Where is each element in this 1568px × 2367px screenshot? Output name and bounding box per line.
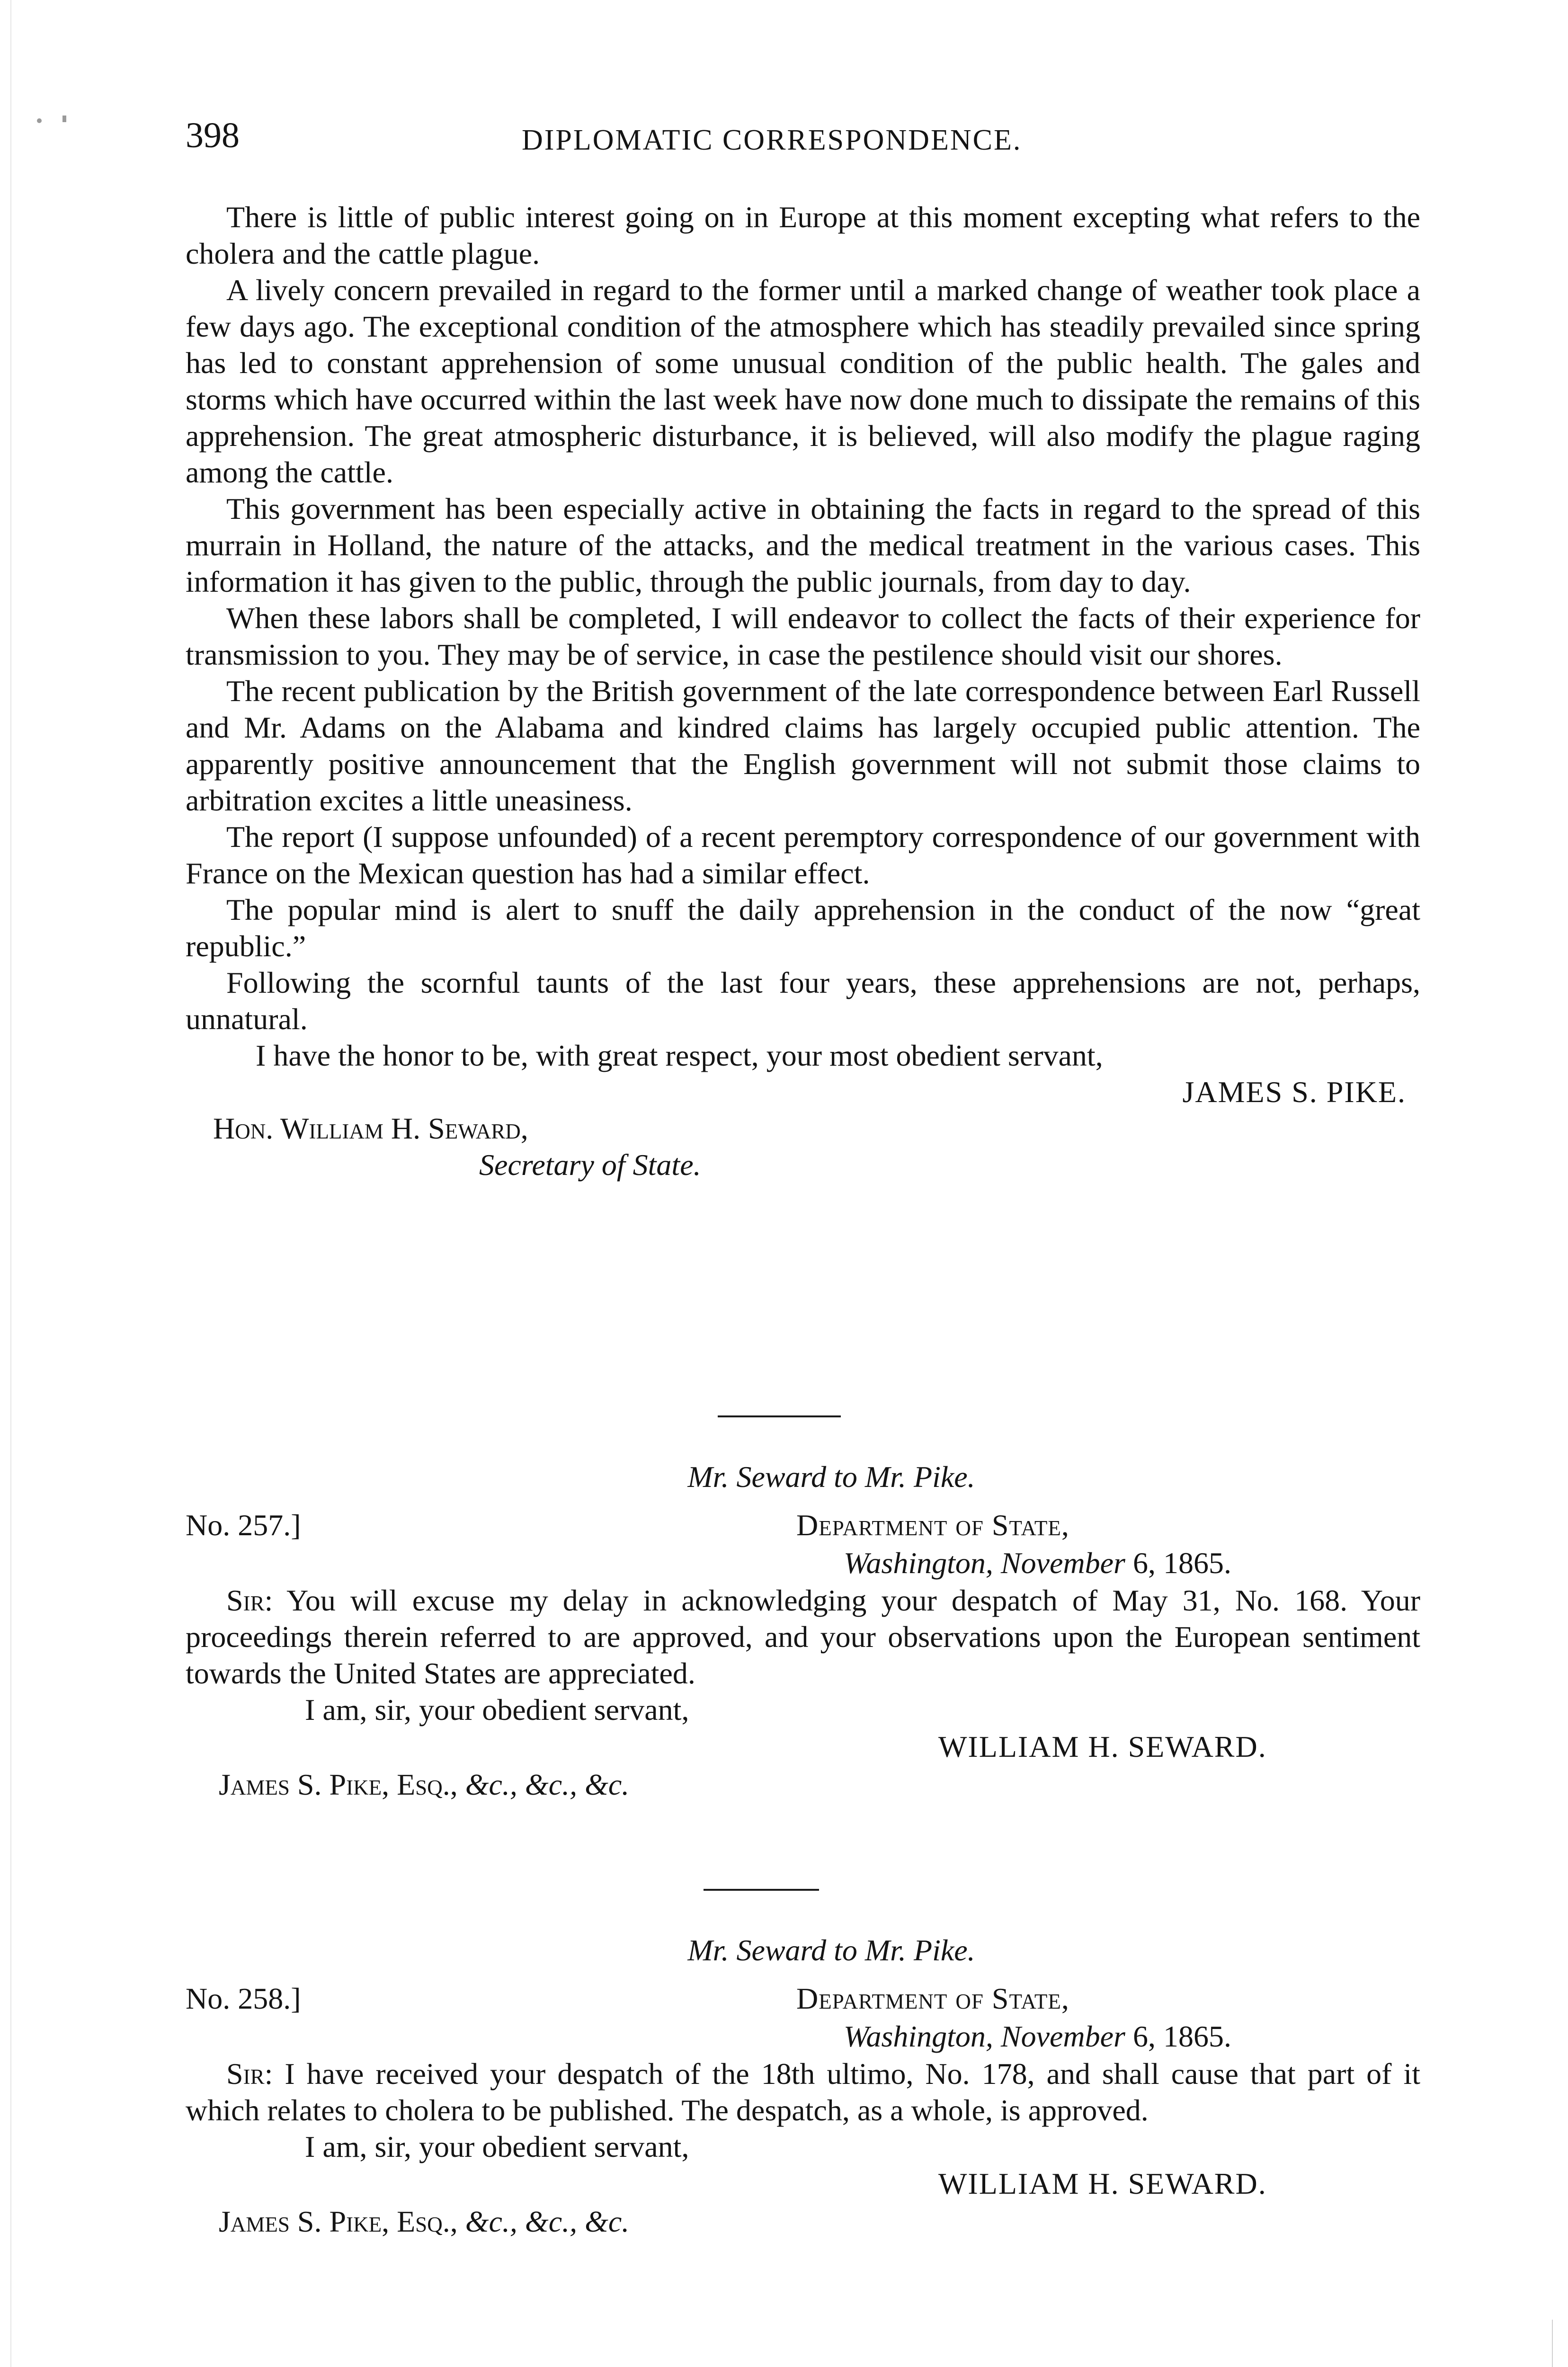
letter-heading: Mr. Seward to Mr. Pike. xyxy=(687,1933,975,1967)
paragraph: When these labors shall be completed, I will endeavor to collect the facts of their experience for transmission to you. They may be of service, in case the pestilence should visit our shores. xyxy=(186,601,1420,671)
scan-edge xyxy=(10,0,11,2367)
closing-line: I am, sir, your obedient servant, xyxy=(305,1693,689,1726)
signature: WILLIAM H. SEWARD. xyxy=(938,2167,1267,2200)
recipient xyxy=(186,2203,1420,2241)
paragraph: The popular mind is alert to snuff the daily apprehension in the conduct of the now “great republic.” xyxy=(186,893,1420,963)
despatch-number: No. 257.] xyxy=(186,1508,301,1542)
place-date xyxy=(186,1544,1420,1582)
body-text: I have received your despatch of the 18th ultimo, No. 178, and shall cause that part of it which relates to cholera to be published. The despatch, as a whole, is approved. xyxy=(186,2057,1421,2127)
place-date-text: Washington, November xyxy=(844,1546,1125,1580)
body-text: You will excuse my delay in acknowledging your despatch of May 31, No. 168. Your proceedings therein referred to are approved, and your observations upon the European sentiment towards the United States are appreciated. xyxy=(186,1584,1421,1690)
closing-line: I have the honor to be, with great respect, your most obedient servant, xyxy=(256,1039,1103,1072)
scan-mark xyxy=(62,116,66,122)
section-divider xyxy=(718,1415,841,1417)
scan-mark xyxy=(37,118,42,123)
addressee-title: Secretary of State. xyxy=(479,1148,701,1182)
paragraph: A lively concern prevailed in regard to the former until a marked change of weather took place a few days ago. The exceptional condition of the atmosphere which has steadily prevailed since spring has led to constant apprehension of some unusual condition of the public health. The gales and storms which have occurred within the last week have now done much to dissipate the remains of this apprehension. The great atmospheric disturbance, it is believed, will also modify the plague raging among the cattle. xyxy=(186,273,1420,489)
signature: JAMES S. PIKE. xyxy=(1182,1075,1406,1109)
recipient-etc: &c., &c., &c. xyxy=(465,2205,630,2238)
place-date xyxy=(186,2018,1420,2056)
paragraph: Following the scornful taunts of the last four years, these apprehensions are not, perhaps, unnatural. xyxy=(186,966,1420,1036)
running-head: DIPLOMATIC CORRESPONDENCE. xyxy=(522,124,1022,156)
page-number: 398 xyxy=(186,116,240,155)
date-day: 6, 1865. xyxy=(1132,1546,1231,1580)
dateline-row xyxy=(186,1506,1420,1544)
addressee: Hon. William H. Seward, xyxy=(213,1112,528,1145)
recipient-etc: &c., &c., &c. xyxy=(465,1768,630,1801)
dateline-row xyxy=(186,1980,1420,2018)
letter-body xyxy=(186,2056,1420,2128)
salutation: Sir: xyxy=(226,1584,273,1617)
letter-seward-to-pike-257 xyxy=(186,1458,1420,1804)
paragraph: There is little of public interest going on in Europe at this moment excepting what refers to the cholera and the cattle plague. xyxy=(186,200,1420,270)
despatch-number: No. 258.] xyxy=(186,1982,301,2015)
paragraph: The recent publication by the British government of the late correspondence between Earl Russell and Mr. Adams on the Alabama and kindred claims has largely occupied public attention. The apparently positive announcement that the English government will not submit those claims to arbitration excites a little uneasiness. xyxy=(186,674,1420,817)
recipient-name: James S. Pike, Esq., xyxy=(219,2205,458,2238)
letter-heading: Mr. Seward to Mr. Pike. xyxy=(687,1460,975,1494)
scan-edge xyxy=(1552,2320,1553,2367)
section-divider xyxy=(704,1889,819,1891)
letter-pike-to-seward xyxy=(186,199,1420,1183)
letter-body xyxy=(186,1582,1420,1691)
department-name: Department of State, xyxy=(796,1982,1069,2015)
letter-seward-to-pike-258 xyxy=(186,1931,1420,2241)
recipient-name: James S. Pike, Esq., xyxy=(219,1768,458,1801)
signature: WILLIAM H. SEWARD. xyxy=(938,1730,1267,1763)
salutation: Sir: xyxy=(226,2057,273,2091)
paragraph: The report (I suppose unfounded) of a recent peremptory correspondence of our government with France on the Mexican question has had a similar effect. xyxy=(186,820,1420,890)
recipient xyxy=(186,1766,1420,1804)
date-day: 6, 1865. xyxy=(1132,2020,1231,2053)
page-header xyxy=(186,112,1426,164)
paragraph: This government has been especially active in obtaining the facts in regard to the spread of this murrain in Holland, the nature of the attacks, and the medical treatment in the various cases. This information it has given to the public, through the public journals, from day to day. xyxy=(186,492,1420,598)
place-date-text: Washington, November xyxy=(844,2020,1125,2053)
department-name: Department of State, xyxy=(796,1508,1069,1542)
closing-line: I am, sir, your obedient servant, xyxy=(305,2130,689,2163)
